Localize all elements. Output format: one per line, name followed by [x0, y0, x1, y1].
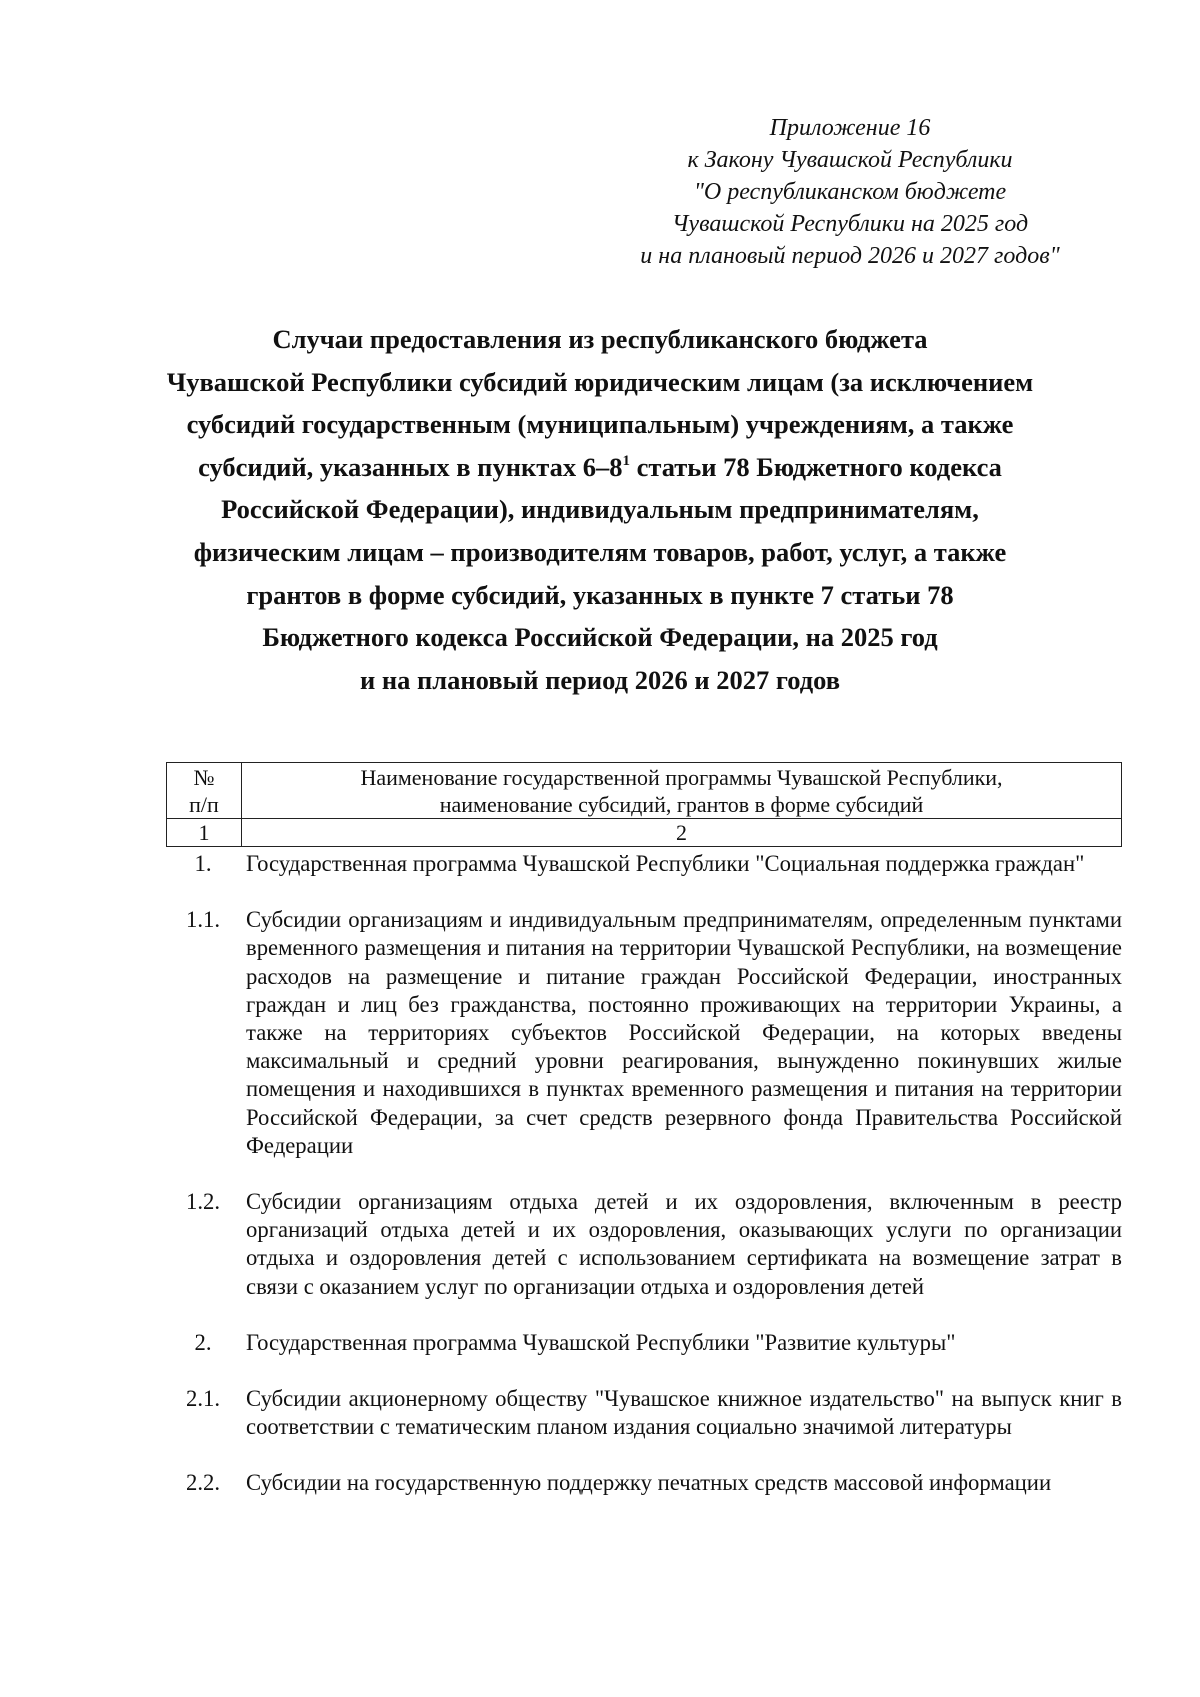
entry-text: Субсидии организациям и индивидуальным предпринимателям, определенным пунктами временного размещения и питания на территории Чувашской Республики, на возмещение расходов на размещение и питание граждан Российской Федерации, иностранных граждан и лиц без гражданства, постоянно проживающих на территории Украины, а также на территориях субъектов Российской Федерации, на которых введены максимальный и средний уровни реагирования, вынужденно покинувших жилые помещения и находившихся в пунктах временного размещения и питания на территории Российской Федерации, за счет средств резервного фонда Правительства Российской Федерации: [246, 907, 1122, 1158]
entry-number: 1.1.: [185, 907, 221, 933]
col-name-header-line2: наименование субсидий, грантов в форме субсидий: [439, 791, 924, 817]
title-line: Случаи предоставления из республиканского бюджета: [272, 324, 928, 354]
table-number-row: [167, 819, 1122, 847]
document-title: [120, 318, 1080, 701]
table-header-row: [167, 763, 1122, 819]
appendix-line: "О республиканском бюджете: [693, 179, 1007, 205]
col-name-header-line1: Наименование государственной программы Чувашской Республики,: [360, 764, 1003, 790]
entry-number: 2.: [194, 1329, 212, 1355]
title-line-part: субсидий, указанных в пунктах 6–8: [198, 451, 623, 482]
title-line: Российской Федерации), индивидуальным предпринимателям,: [221, 494, 979, 525]
col-number-header-line1: №: [193, 764, 215, 790]
entry-text: Государственная программа Чувашской Республики "Социальная поддержка граждан": [246, 851, 1085, 876]
entry-number: 2.2.: [185, 1470, 221, 1496]
list-item: [166, 906, 1122, 1160]
entry-number: 1.: [194, 851, 212, 876]
appendix-line: Приложение 16: [769, 115, 931, 141]
title-line: Чувашской Республики субсидий юридическим лицам (за исключением: [166, 366, 1034, 397]
entry-text: Субсидии акционерному обществу "Чувашское книжное издательство" на выпуск книг в соответствии с тематическим планом издания социально значимой литературы: [246, 1386, 1122, 1440]
title-line: грантов в форме субсидий, указанных в пункте 7 статьи 78: [246, 579, 954, 610]
entries-list: [166, 850, 1122, 1526]
title-line: [120, 446, 1080, 489]
title-superscript: 1: [622, 452, 630, 469]
title-line: физическим лицам – производителям товаров, работ, услуг, а также: [193, 536, 1007, 567]
entry-number: 2.1.: [185, 1386, 221, 1412]
col-number-index: 1: [167, 819, 242, 847]
list-item: [166, 1385, 1122, 1441]
appendix-line: Чувашской Республики на 2025 год: [671, 211, 1029, 237]
entry-text: Государственная программа Чувашской Республики "Развитие культуры": [246, 1329, 956, 1355]
list-item: [166, 850, 1122, 878]
title-line-part: статьи 78 Бюджетного кодекса: [629, 451, 1002, 482]
entry-text: Субсидии организациям отдыха детей и их оздоровления, включенным в реестр организаций отдыха детей и их оздоровления, оказывающих услуги по организации отдыха и оздоровления детей с использованием сертификата на возмещение затрат в связи с оказанием услуг по организации отдыха и оздоровления детей: [246, 1189, 1122, 1299]
list-item: [166, 1469, 1122, 1497]
title-line: субсидий государственным (муниципальным) учреждениям, а также: [186, 409, 1014, 440]
header-table: [166, 762, 1122, 847]
list-item: [166, 1188, 1122, 1301]
col-name-index: 2: [242, 819, 1122, 847]
col-number-header: [167, 763, 242, 819]
appendix-note: [640, 112, 1060, 272]
list-item: [166, 1329, 1122, 1357]
title-line: Бюджетного кодекса Российской Федерации, на 2025 год: [262, 622, 938, 653]
entry-text: Субсидии на государственную поддержку печатных средств массовой информации: [246, 1470, 1052, 1496]
col-number-header-line2: п/п: [189, 791, 219, 817]
col-name-header: [242, 763, 1122, 819]
appendix-line: и на плановый период 2026 и 2027 годов": [640, 243, 1060, 269]
title-line: и на плановый период 2026 и 2027 годов: [359, 664, 841, 695]
appendix-line: к Закону Чувашской Республики: [687, 147, 1013, 173]
entry-number: 1.2.: [185, 1189, 221, 1215]
